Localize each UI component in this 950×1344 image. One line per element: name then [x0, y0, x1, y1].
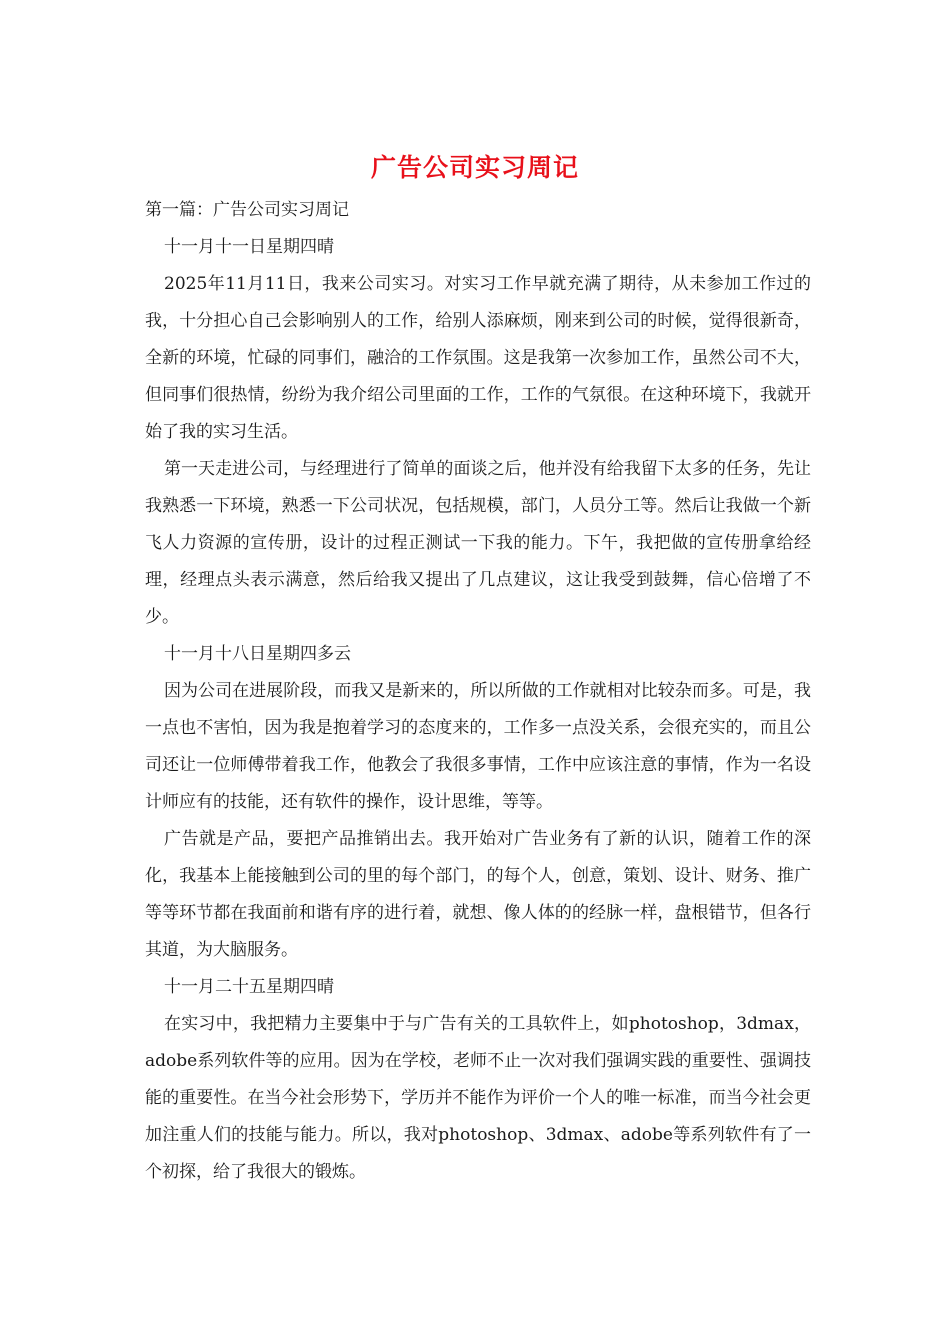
document-title: 广告公司实习周记: [370, 153, 579, 182]
body-paragraph: 因为公司在进展阶段，而我又是新来的，所以所做的工作就相对比较杂而多。可是，我一点也不害怕，因为我是抱着学习的态度来的，工作多一点没关系，会很充实的，而且公司还让一位师傅带着我工作，他教会了我很多事情，工作中应该注意的事情，作为一名设计师应有的技能，还有软件的操作，设计思维，等等。: [145, 681, 811, 812]
section-heading: 第一篇：广告公司实习周记: [145, 200, 349, 220]
body-paragraph: 广告就是产品，要把产品推销出去。我开始对广告业务有了新的认识，随着工作的深化，我基本上能接触到公司的里的每个部门，的每个人，创意，策划、设计、财务、推广等等环节都在我面前和谐有序的进行着，就想、像人体的的经脉一样，盘根错节，但各行其道，为大脑服务。: [145, 829, 811, 960]
body-paragraph: 在实习中，我把精力主要集中于与广告有关的工具软件上，如photoshop，3dmax，adobe系列软件等的应用。因为在学校，老师不止一次对我们强调实践的重要性、强调技能的重要性。在当今社会形势下，学历并不能作为评价一个人的唯一标准，而当今社会更加注重人们的技能与能力。所以，我对photoshop、3dmax、adobe等系列软件有了一个初探，给了我很大的锻炼。: [145, 1014, 811, 1182]
body-paragraph: 第一天走进公司，与经理进行了简单的面谈之后，他并没有给我留下太多的任务，先让我熟悉一下环境，熟悉一下公司状况，包括规模，部门，人员分工等。然后让我做一个新飞人力资源的宣传册，设计的过程正测试一下我的能力。下午，我把做的宣传册拿给经理，经理点头表示满意，然后给我又提出了几点建议，这让我受到鼓舞，信心倍增了不少。: [145, 459, 811, 627]
diary-date-line: 十一月十一日星期四晴: [164, 237, 334, 257]
diary-date-line: 十一月二十五星期四晴: [164, 977, 334, 997]
diary-date-line: 十一月十八日星期四多云: [164, 644, 351, 664]
body-paragraph: 2025年11月11日，我来公司实习。对实习工作早就充满了期待，从未参加工作过的我，十分担心自己会影响别人的工作，给别人添麻烦，刚来到公司的时候，觉得很新奇，全新的环境，忙碌的同事们，融洽的工作氛围。这是我第一次参加工作，虽然公司不大，但同事们很热情，纷纷为我介绍公司里面的工作，工作的气氛很。在这种环境下，我就开始了我的实习生活。: [145, 274, 811, 442]
document-body: [145, 192, 811, 1191]
